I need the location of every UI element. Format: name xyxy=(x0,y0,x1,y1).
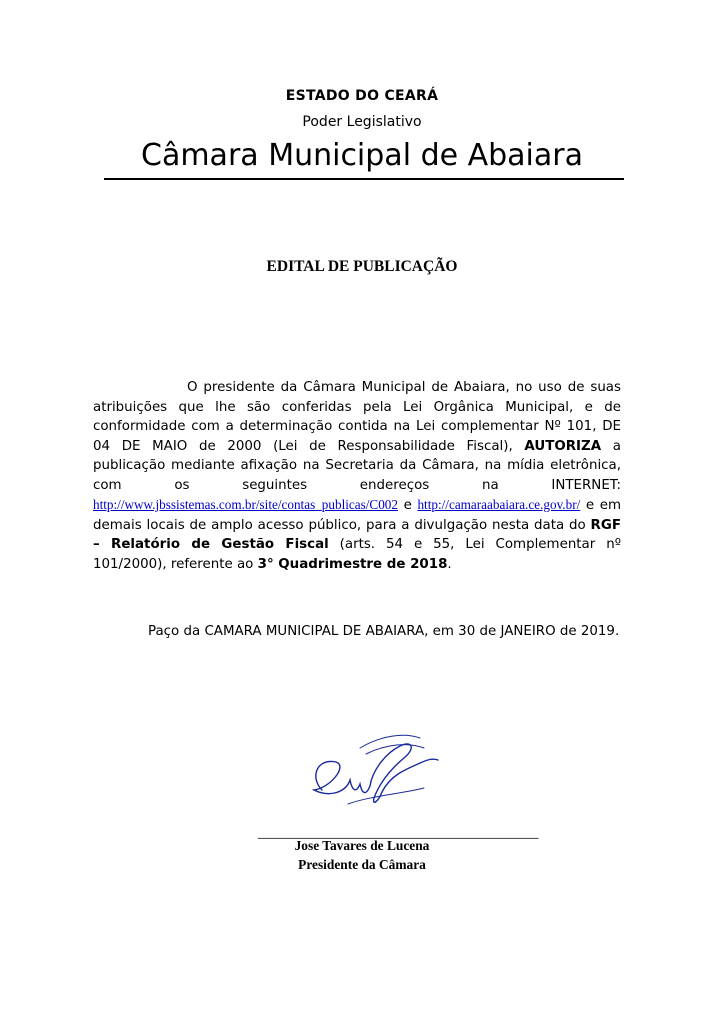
period-text: 3° Quadrimestre de 2018 xyxy=(257,556,448,572)
header-chamber-name: Câmara Municipal de Abaiara xyxy=(141,138,583,173)
report-name: RGF – Relatório de Gestão Fiscal xyxy=(93,517,621,552)
body-text-end: . xyxy=(447,556,452,572)
body-text-part4: (arts. 54 e 55, Lei Complementar nº 101/2000), referente ao xyxy=(93,537,621,572)
document-title: EDITAL DE PUBLICAÇÃO xyxy=(266,258,458,275)
handwritten-signature xyxy=(300,728,440,816)
header-power: Poder Legislativo xyxy=(302,114,422,130)
header-rule xyxy=(104,178,624,180)
body-paragraph xyxy=(93,378,621,574)
link-camara-site[interactable]: http://camaraabaiara.ce.gov.br/ xyxy=(417,497,581,512)
authorizes-text: AUTORIZA xyxy=(524,438,602,454)
body-text-part1: O presidente da Câmara Municipal de Abaiara, no uso de suas atribuições que lhe são conferidas pela Lei Orgânica Municipal, e de conformidade com a determinação contida na Lei complementar Nº 101, DE 04 DE MAIO de 2000 (Lei de Responsabilidade Fiscal), xyxy=(93,380,621,454)
body-text-part2: a publicação mediante afixação na Secretaria da Câmara, na mídia eletrônica, com os seguintes endereços na INTERNET: xyxy=(93,438,621,493)
body-text-part3: e em demais locais de amplo acesso público, para a divulgação nesta data do xyxy=(93,498,621,533)
conjunction-text: e xyxy=(398,498,418,513)
signatory-name: Jose Tavares de Lucena xyxy=(294,838,430,853)
signatory-role: Presidente da Câmara xyxy=(298,857,426,872)
date-line: Paço da CAMARA MUNICIPAL DE ABAIARA, em 30 de JANEIRO de 2019. xyxy=(148,624,620,639)
signature-line: ___________________________________________________ xyxy=(258,826,539,839)
link-jbssistemas[interactable]: http://www.jbssistemas.com.br/site/contas_publicas/C002 xyxy=(93,497,398,512)
header-state: ESTADO DO CEARÁ xyxy=(285,88,439,104)
